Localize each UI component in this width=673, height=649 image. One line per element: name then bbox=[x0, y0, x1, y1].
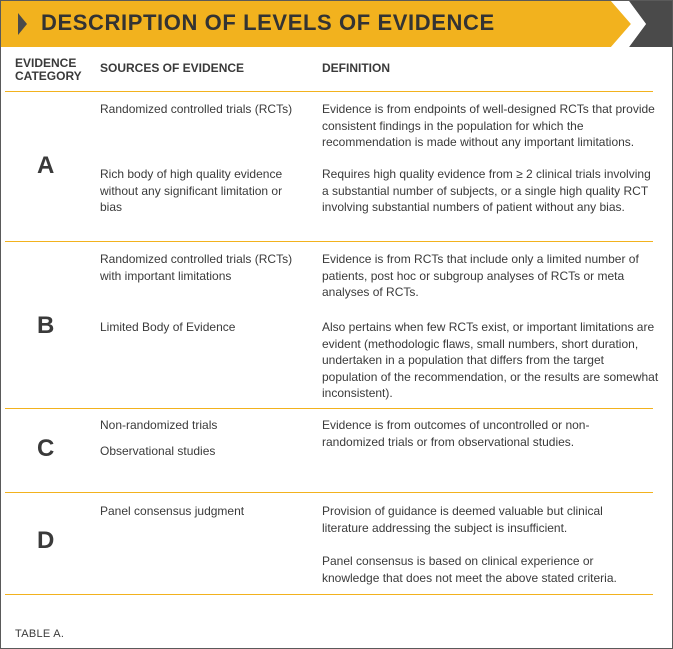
column-header-definition: DEFINITION bbox=[322, 61, 390, 75]
category-b: B bbox=[37, 312, 55, 339]
category-a: A bbox=[37, 152, 55, 179]
source-a-1: Randomized controlled trials (RCTs) bbox=[100, 102, 293, 116]
category-c: C bbox=[37, 435, 55, 462]
definition-b-2: Also pertains when few RCTs exist, or important limitations are evident (methodologic flaws, small numbers, short duration, undertaken in a population that differs from the target population of the recommendation, or the results are somewhat inconsistent). bbox=[322, 320, 659, 400]
source-a-2: Rich body of high quality evidence without any significant limitation or bias bbox=[100, 167, 283, 214]
table-caption: TABLE A. bbox=[15, 628, 65, 640]
row-divider-a bbox=[5, 241, 653, 242]
row-divider-c bbox=[5, 492, 653, 493]
source-d-1: Panel consensus judgment bbox=[100, 504, 245, 518]
source-c-2: Observational studies bbox=[100, 444, 216, 458]
column-header-category bbox=[15, 57, 82, 83]
definition-a-2: Requires high quality evidence from ≥ 2 clinical trials involving a substantial number of subjects, or a single high quality RCT involving substantial numbers of patient without any bias. bbox=[322, 167, 651, 214]
definition-a-1: Evidence is from endpoints of well-designed RCTs that provide consistent findings in the population for which the recommendation is made without any important limitations. bbox=[322, 102, 655, 149]
source-c-1: Non-randomized trials bbox=[100, 418, 218, 432]
row-divider-b bbox=[5, 408, 653, 409]
definition-b-1: Evidence is from RCTs that include only a limited number of patients, post hoc or subgroup analyses of RCTs or meta analyses of RCTs. bbox=[322, 252, 639, 299]
source-b-1: Randomized controlled trials (RCTs) with important limitations bbox=[100, 252, 293, 283]
title-banner bbox=[1, 1, 672, 47]
definition-d-1: Provision of guidance is deemed valuable but clinical literature addressing the subject is insufficient. bbox=[322, 504, 603, 535]
header-category-line2: CATEGORY bbox=[15, 69, 82, 83]
category-d: D bbox=[37, 527, 55, 554]
page-title: DESCRIPTION OF LEVELS OF EVIDENCE bbox=[41, 10, 495, 35]
column-header-sources: SOURCES OF EVIDENCE bbox=[100, 61, 245, 75]
header-category-line1: EVIDENCE bbox=[15, 56, 77, 70]
definition-c-1: Evidence is from outcomes of uncontrolled or non-randomized trials or from observational studies. bbox=[322, 418, 590, 449]
source-b-2: Limited Body of Evidence bbox=[100, 320, 236, 334]
header-divider bbox=[5, 91, 653, 92]
table-bottom-divider bbox=[5, 594, 653, 595]
definition-d-2: Panel consensus is based on clinical experience or knowledge that does not meet the above stated criteria. bbox=[322, 554, 617, 585]
